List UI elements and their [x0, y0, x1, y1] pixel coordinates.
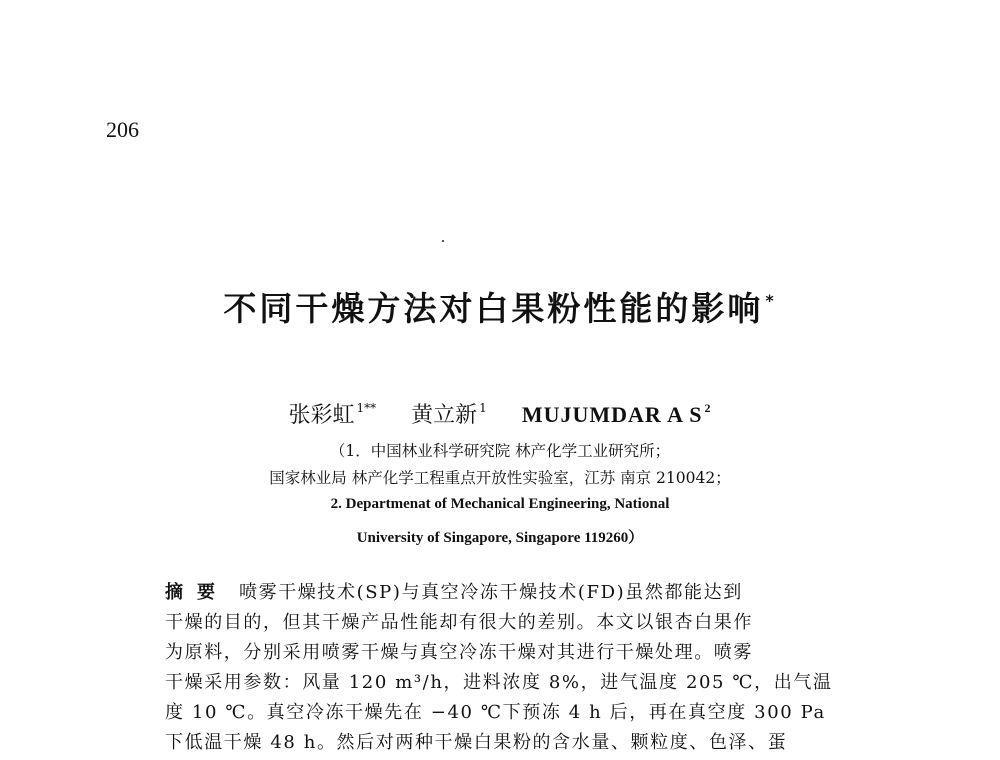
abstract-line: 度 10 ℃。真空冷冻干燥先在 −40 ℃下预冻 4 h 后，再在真空度 300 Pa	[165, 702, 826, 723]
page-number: 206	[106, 117, 139, 142]
author-name: 张彩虹	[288, 403, 355, 428]
abstract-line: 为原料，分别采用喷雾干燥与真空冷冻干燥对其进行干燥处理。喷雾	[165, 642, 753, 663]
abstract	[165, 578, 865, 758]
abstract-line	[165, 578, 865, 608]
affiliation-line: 2. Departmenat of Mechanical Engineering, National	[330, 496, 670, 512]
affiliation-line: （1．中国林业科学研究院 林产化学工业研究所；	[329, 442, 671, 460]
abstract-line: 干燥采用参数：风量 120 m³/h，进料浓度 8%，进气温度 205 ℃，出气温	[165, 672, 833, 693]
abstract-label: 摘要	[165, 582, 229, 603]
title-text: 不同干燥方法对白果粉性能的影响	[223, 289, 764, 328]
author-list	[0, 398, 1000, 429]
abstract-line: 下低温干燥 48 h。然后对两种干燥白果粉的含水量、颗粒度、色泽、蛋	[165, 732, 788, 753]
paper-title	[0, 283, 1000, 330]
author-affiliation-mark: 1	[479, 401, 487, 415]
scan-speck	[442, 240, 444, 242]
author	[522, 402, 712, 427]
author	[411, 403, 487, 428]
author-affiliation-mark: 1**	[356, 401, 377, 415]
affiliation-line: University of Singapore, Singapore 119260）	[356, 530, 644, 546]
abstract-text: 喷雾干燥技术(SP)与真空冷冻干燥技术(FD)虽然都能达到	[239, 582, 743, 603]
author-affiliation-mark: 2	[704, 401, 712, 415]
author	[289, 403, 377, 428]
abstract-line: 干燥的目的，但其干燥产品性能却有很大的差别。本文以银杏白果作	[165, 612, 753, 633]
title-footnote-mark: *	[765, 291, 777, 310]
author-name: 黄立新	[411, 403, 478, 428]
affiliation-line: 国家林业局 林产化学工程重点开放性实验室，江苏 南京 210042；	[269, 469, 731, 487]
author-name: MUJUMDAR A S	[521, 402, 703, 427]
